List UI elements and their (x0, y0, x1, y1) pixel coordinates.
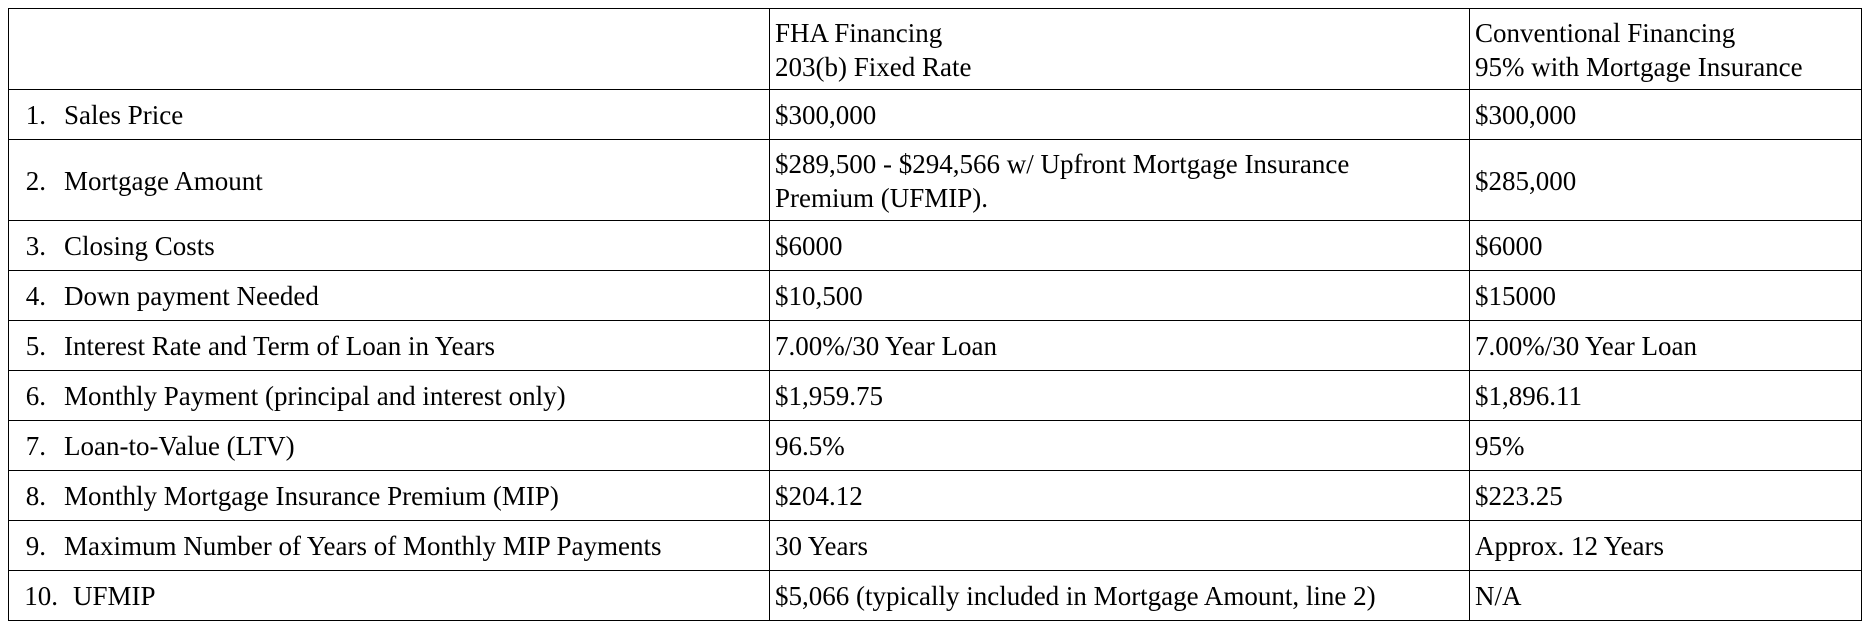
header-row (9, 9, 1862, 90)
row-label: Closing Costs (64, 231, 215, 261)
table-row (9, 371, 1862, 421)
table-row (9, 521, 1862, 571)
fha-value-cell: $10,500 (770, 271, 1470, 321)
table-row (9, 271, 1862, 321)
row-label: Mortgage Amount (64, 165, 263, 196)
row-label: Down payment Needed (64, 281, 319, 311)
header-fha-title: FHA Financing (775, 17, 943, 48)
row-number: 9. (25, 531, 46, 561)
financing-comparison-table (8, 8, 1862, 621)
conv-value-cell: $15000 (1470, 271, 1862, 321)
row-number: 5. (25, 331, 46, 361)
conv-value-cell: 7.00%/30 Year Loan (1470, 321, 1862, 371)
fha-value-cell: $6000 (770, 221, 1470, 271)
conv-value-cell: $300,000 (1470, 90, 1862, 140)
table-row (9, 90, 1862, 140)
conv-value-cell: $1,896.11 (1470, 371, 1862, 421)
row-label: Loan-to-Value (LTV) (64, 431, 295, 461)
row-label-cell (9, 90, 770, 140)
table-row (9, 471, 1862, 521)
fha-value-cell: $204.12 (770, 471, 1470, 521)
table-row (9, 221, 1862, 271)
fha-value-cell: $1,959.75 (770, 371, 1470, 421)
row-label: UFMIP (73, 581, 156, 611)
row-label: Interest Rate and Term of Loan in Years (64, 331, 495, 361)
row-number: 10. (24, 581, 58, 611)
fha-value-cell: 30 Years (770, 521, 1470, 571)
row-label-cell (9, 221, 770, 271)
row-label: Monthly Mortgage Insurance Premium (MIP) (64, 481, 559, 511)
row-number: 1. (25, 100, 46, 130)
row-label-cell (9, 271, 770, 321)
row-label: Maximum Number of Years of Monthly MIP Payments (64, 531, 662, 561)
row-label: Monthly Payment (principal and interest only) (64, 381, 566, 411)
table-row (9, 321, 1862, 371)
table-row (9, 571, 1862, 621)
fha-value-cell: 96.5% (770, 421, 1470, 471)
fha-value-cell: $300,000 (770, 90, 1470, 140)
row-number: 7. (25, 431, 46, 461)
row-number: 8. (25, 481, 46, 511)
header-fha-subtitle: 203(b) Fixed Rate (775, 51, 972, 82)
conv-value-cell: Approx. 12 Years (1470, 521, 1862, 571)
row-label-cell (9, 471, 770, 521)
row-label-cell (9, 140, 770, 221)
row-label: Sales Price (64, 100, 184, 130)
row-label-cell (9, 371, 770, 421)
row-number: 6. (25, 381, 46, 411)
table-row (9, 421, 1862, 471)
header-conv-subtitle: 95% with Mortgage Insurance (1475, 51, 1803, 82)
conv-value-cell: $223.25 (1470, 471, 1862, 521)
row-label-cell (9, 421, 770, 471)
header-empty-cell (9, 9, 770, 90)
row-number: 4. (25, 281, 46, 311)
table-row (9, 140, 1862, 221)
conv-value-cell: $285,000 (1470, 140, 1862, 221)
fha-value-cell: $5,066 (typically included in Mortgage Amount, line 2) (770, 571, 1470, 621)
header-conv-cell (1470, 9, 1862, 90)
fha-mortgage-amount-line2: Premium (UFMIP). (775, 182, 989, 213)
fha-mortgage-amount-line1: $289,500 - $294,566 w/ Upfront Mortgage Insurance (775, 148, 1350, 179)
header-fha-cell (770, 9, 1470, 90)
row-number: 3. (25, 231, 46, 261)
row-label-cell (9, 521, 770, 571)
header-conv-title: Conventional Financing (1475, 17, 1736, 48)
row-number: 2. (25, 165, 46, 196)
conv-value-cell: $6000 (1470, 221, 1862, 271)
row-label-cell (9, 321, 770, 371)
conv-value-cell: N/A (1470, 571, 1862, 621)
fha-value-cell: 7.00%/30 Year Loan (770, 321, 1470, 371)
fha-value-cell (770, 140, 1470, 221)
row-label-cell (9, 571, 770, 621)
conv-value-cell: 95% (1470, 421, 1862, 471)
